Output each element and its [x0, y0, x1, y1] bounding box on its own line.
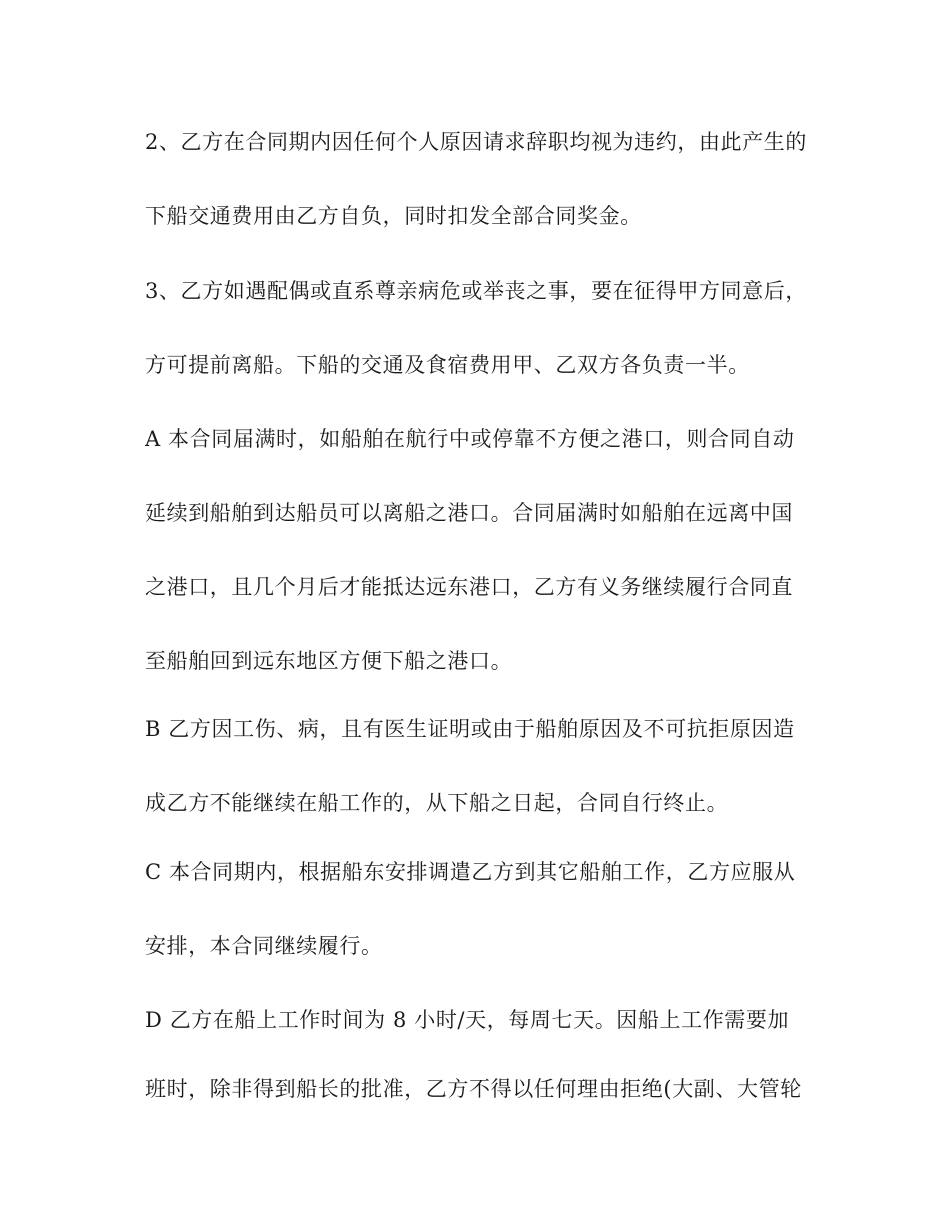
clause-d-line-1: D 乙方在船上工作时间为 8 小时/天，每周七天。因船上工作需要加	[145, 1008, 790, 1032]
clause-a-line-1: A 本合同届满时，如船舶在航行中或停靠不方便之港口，则合同自动	[145, 427, 795, 451]
clause-d-line-2: 班时，除非得到船长的批准，乙方不得以任何理由拒绝(大副、大管轮	[145, 1077, 802, 1101]
clause-3-line-2: 方可提前离船。下船的交通及食宿费用甲、乙双方各负责一半。	[145, 353, 750, 377]
clause-2-line-1: 2、乙方在合同期内因任何个人原因请求辞职均视为违约，由此产生的	[145, 130, 807, 154]
clause-a-line-3: 之港口，且几个月后才能抵达远东港口，乙方有义务继续履行合同直	[145, 575, 793, 599]
clause-c-line-2: 安排，本合同继续履行。	[145, 934, 383, 958]
clause-3-line-1: 3、乙方如遇配偶或直系尊亲病危或举丧之事，要在征得甲方同意后，	[145, 279, 807, 303]
clause-a-line-4: 至船舶回到远东地区方便下船之港口。	[145, 649, 513, 673]
clause-a-line-2: 延续到船舶到达船员可以离船之港口。合同届满时如船舶在远离中国	[145, 501, 793, 525]
clause-2-line-2: 下船交通费用由乙方自负，同时扣发全部合同奖金。	[145, 204, 642, 228]
clause-b-line-2: 成乙方不能继续在船工作的，从下船之日起，合同自行终止。	[145, 791, 729, 815]
clause-c-line-1: C 本合同期内，根据船东安排调遣乙方到其它船舶工作，乙方应服从	[145, 860, 796, 884]
clause-b-line-1: B 乙方因工伤、病，且有医生证明或由于船舶原因及不可抗拒原因造	[145, 717, 795, 741]
